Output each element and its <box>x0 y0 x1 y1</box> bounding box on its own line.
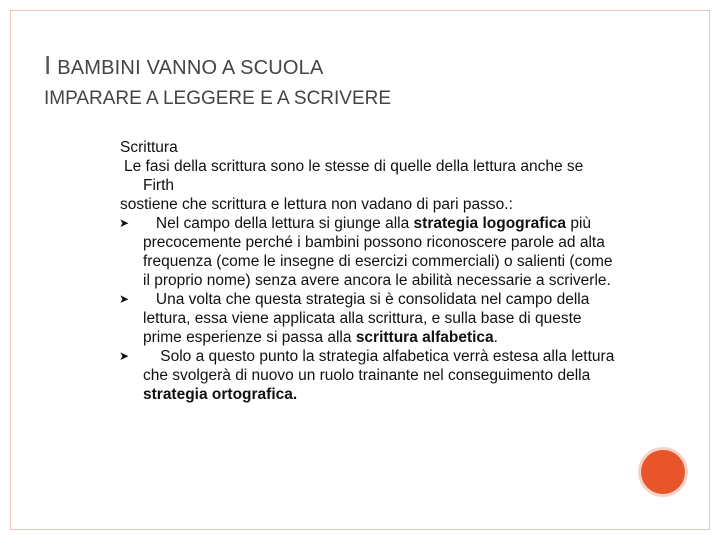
bullet-text: . <box>493 329 498 346</box>
bullet-text: lettura, essa viene applicata alla scrittura, e sulla base di queste <box>143 310 582 327</box>
bullet-text: più <box>566 215 592 232</box>
intro-line: sostiene che scrittura e lettura non vadano di pari passo.: <box>120 196 513 213</box>
slide-content <box>120 138 710 404</box>
bullet-text: Una volta che questa strategia si è consolidata nel campo della <box>155 291 590 308</box>
content-heading: Scrittura <box>120 139 178 156</box>
slide-title <box>44 50 324 81</box>
bullet-text: che svolgerà di nuovo un ruolo trainante nel conseguimento della <box>143 367 591 384</box>
bullet-text: frequenza (come le insegne di esercizi commerciali) o salienti (come <box>143 253 613 270</box>
bullet-text: prime esperienze si passa alla <box>143 329 356 346</box>
bullet-item <box>120 347 710 404</box>
intro-line: Firth <box>143 177 174 194</box>
title-initial: I <box>44 50 52 80</box>
arrow-bullet-icon: ➤ <box>119 292 130 306</box>
bullet-bold-text: strategia logografica <box>413 215 567 232</box>
bullet-bold-text: scrittura alfabetica <box>355 329 494 346</box>
decorative-circle-icon <box>641 450 685 494</box>
title-rest: BAMBINI VANNO A SCUOLA <box>51 57 324 79</box>
intro-line: Le fasi della scrittura sono le stesse di quelle della lettura anche se <box>124 158 584 175</box>
slide-subtitle: IMPARARE A LEGGERE E A SCRIVERE <box>44 88 392 109</box>
bullet-item <box>120 214 710 290</box>
bullet-item <box>120 290 710 347</box>
arrow-bullet-icon: ➤ <box>119 349 130 363</box>
arrow-bullet-icon: ➤ <box>119 216 130 230</box>
bullet-text: Solo a questo punto la strategia alfabetica verrà estesa alla lettura <box>160 348 615 365</box>
bullet-bold-text: strategia ortografica. <box>143 386 298 403</box>
bullet-text: precocemente perché i bambini possono riconoscere parole ad alta <box>143 234 605 251</box>
bullet-text: Nel campo della lettura si giunge alla <box>155 215 414 232</box>
bullet-text: il proprio nome) senza avere ancora le abilità necessarie a scriverle. <box>143 272 611 289</box>
